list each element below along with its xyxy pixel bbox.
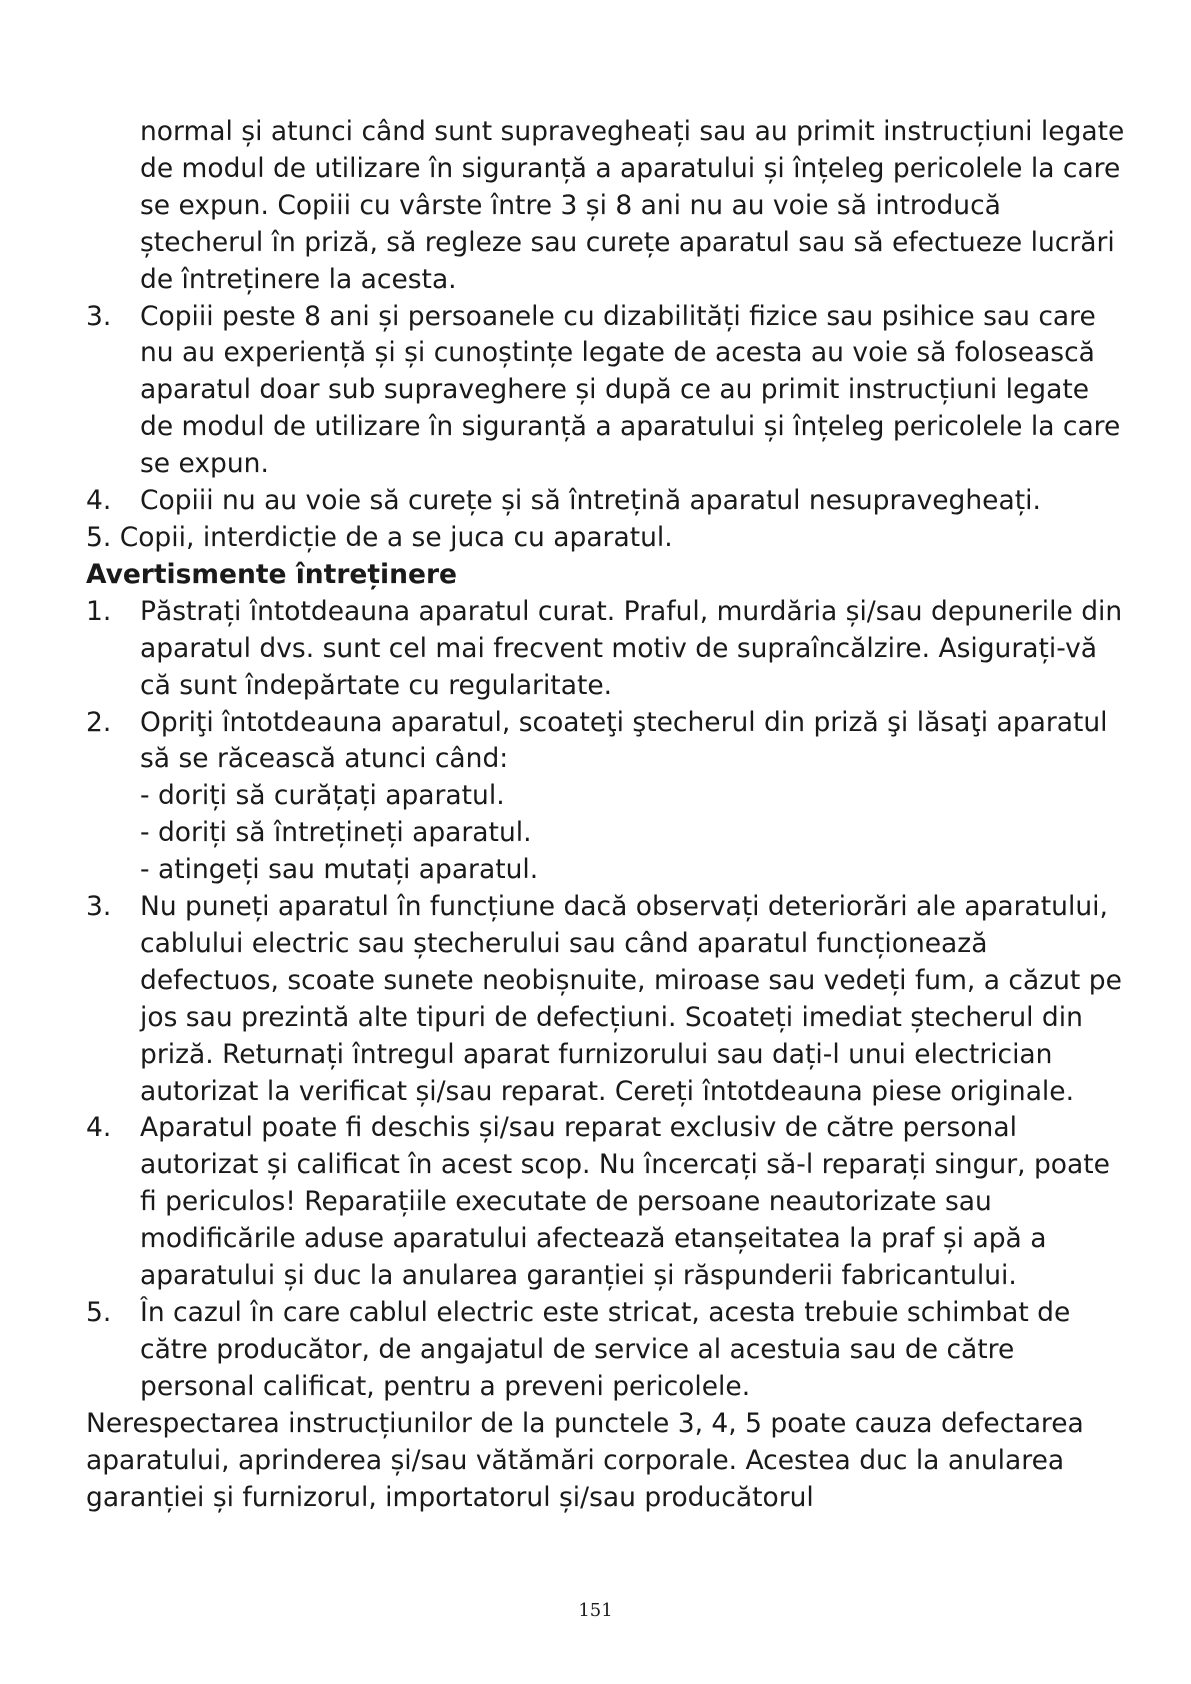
item-text: Păstrați întotdeauna aparatul curat. Praful, murdăria și/sau depunerile din aparatul dvs. sunt cel mai frecvent motiv de supraîncălzire. Asigurați-vă că sunt îndepărtate cu regularitate. (140, 595, 1123, 701)
item-text: În cazul în care cablul electric este stricat, acesta trebuie schimbat de către producător, de angajatul de service al acestuia sau de către personal calificat, pentru a preveni pericolele. (140, 1297, 1071, 1402)
sub-item: - doriți să curățați aparatul. (140, 780, 505, 812)
children-item-5: 5. Copii, interdicție de a se juca cu aparatul. (86, 521, 673, 553)
item-text: Nu puneți aparatul în funcțiune dacă observați deteriorări ale aparatului, cablului electric sau ștecherului sau când aparatul funcționează defectuos, scoate sunete neobișnuite, miroase sau vedeți fum, a căzut pe jos sau prezintă alte tipuri de defecțiuni. Scoateți imediat ștecherul din priză. Returnați întregul aparat furnizorului sau dați-l unui electrician autorizat la verificat și/sau reparat. Cereți întotdeauna piese originale. (140, 891, 1122, 1107)
item-number: 2. (86, 706, 112, 738)
maintenance-item-3 (86, 889, 1126, 1110)
item-number: 4. (86, 485, 112, 517)
maintenance-item-5 (86, 1295, 1126, 1406)
item-text: Copiii nu au voie să curețe și să întrețină aparatul nesupravegheați. (140, 485, 1041, 517)
intro-continuation: normal și atunci când sunt supravegheați sau au primit instrucțiuni legate de modul de utilizare în siguranță a aparatului și înțeleg pericolele la care se expun. Copiii cu vârste între 3 și 8 ani nu au voie să introducă ștecherul în priză, să regleze sau curețe aparatul sau să efectueze lucrări de întreținere la acesta. (140, 116, 1125, 295)
item-number: 4. (86, 1112, 112, 1144)
sub-item: - doriți să întrețineți aparatul. (140, 817, 532, 849)
item-text: Aparatul poate fi deschis și/sau reparat exclusiv de către personal autorizat și calificat în acest scop. Nu încercați să-l reparați singur, poate fi periculos! Reparațiile executate de persoane neautorizate sau modificările aduse aparatului afectează etanșeitatea la praf și apă a aparatului și duc la anularea garanției și răspunderii fabricantului. (140, 1112, 1110, 1292)
item-number: 3. (86, 891, 112, 923)
document-body (86, 114, 1126, 1516)
maintenance-item-2 (86, 705, 1126, 890)
maintenance-item-1 (86, 594, 1126, 705)
children-item-4 (86, 483, 1126, 520)
closing-paragraph: Nerespectarea instrucțiunilor de la punctele 3, 4, 5 poate cauza defectarea aparatului, aprinderea și/sau vătămări corporale. Acestea duc la anularea garanției și furnizorul, importatorul și/sau producătorul (86, 1407, 1084, 1513)
page-number: 151 (578, 1600, 613, 1621)
item-text: Opriţi întotdeauna aparatul, scoateţi ştecherul din priză şi lăsaţi aparatul să se răcească atunci când: (140, 706, 1108, 775)
children-item-3 (86, 299, 1126, 484)
section-heading: Avertismente întreținere (86, 558, 458, 590)
maintenance-item-4 (86, 1110, 1126, 1295)
sub-item: - atingeți sau mutați aparatul. (140, 854, 539, 886)
item-number: 3. (86, 300, 112, 332)
item-text: Copiii peste 8 ani și persoanele cu dizabilități fizice sau psihice sau care nu au experiență și și cunoștințe legate de acesta au voie să folosească aparatul doar sub supraveghere și după ce au primit instrucțiuni legate de modul de utilizare în siguranță a aparatului și înțeleg pericolele la care se expun. (140, 300, 1121, 480)
item-number: 5. (86, 1297, 112, 1328)
item-number: 1. (86, 595, 112, 627)
